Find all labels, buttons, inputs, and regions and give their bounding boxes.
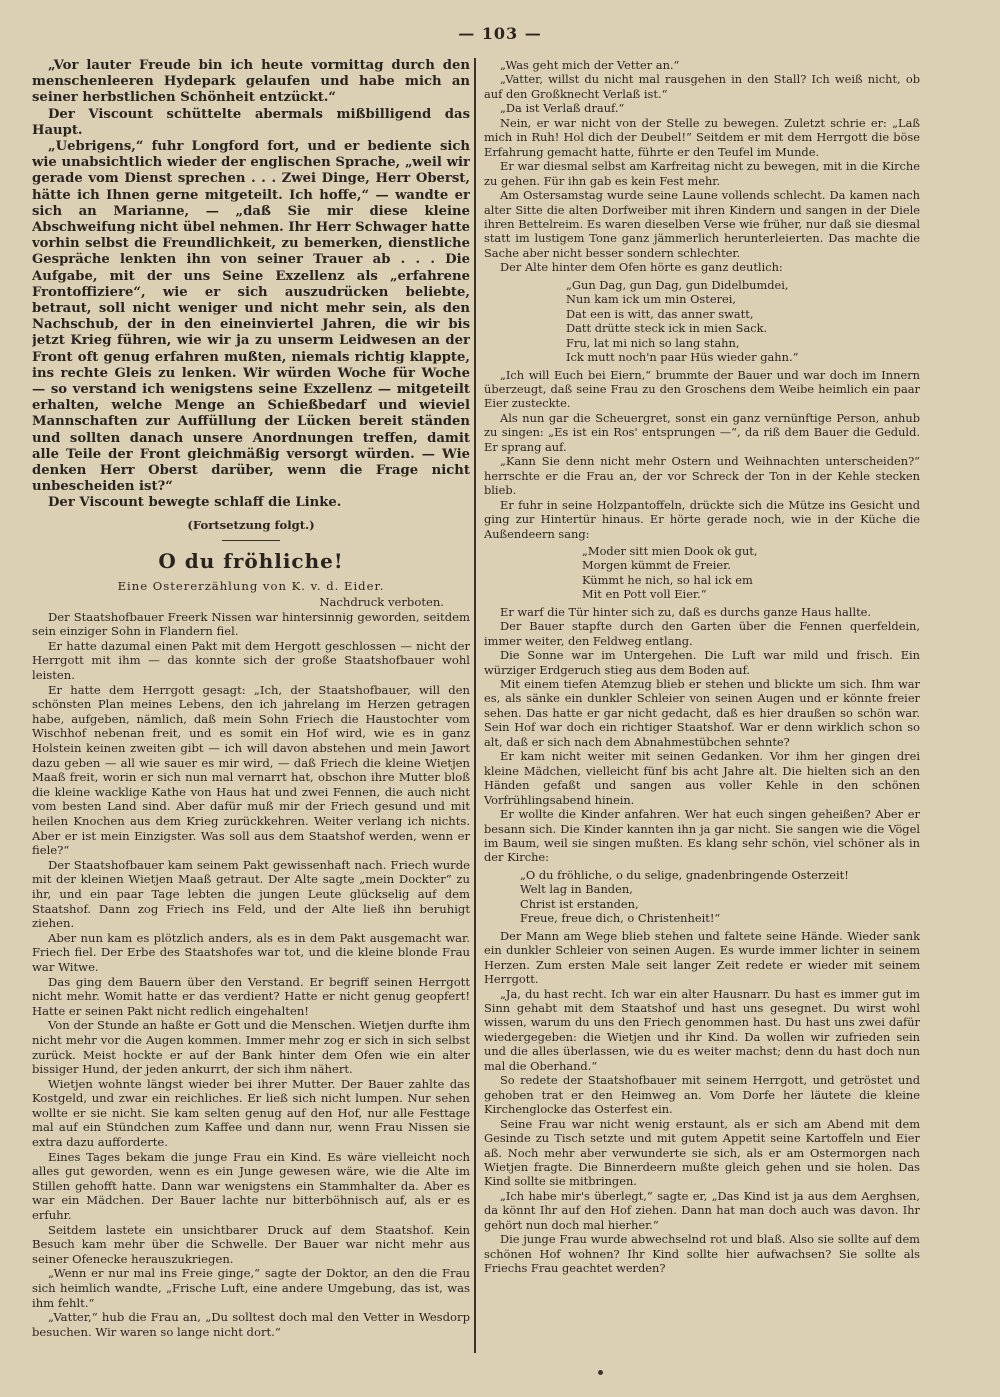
verse-easter-hymn bbox=[484, 868, 920, 926]
paragraph: Am Ostersamstag wurde seine Laune vollends schlecht. Da kamen nach alter Sitte die alten Dorfweiber mit ihren Kindern und sangen in der Diele ihren Bettelreim. Es waren dieselben Verse wie früher, nur daß sie diesmal statt im lustigem Tone ganz jämmerlich herunterleierten. Das machte die Sache aber nicht besser sondern schlechter. bbox=[484, 188, 920, 260]
paragraph: Die junge Frau wurde abwechselnd rot und blaß. Also sie sollte auf dem schönen Hof wohnen? Ihr Kind sollte hier aufwachsen? Sie sollte als Friechs Frau geachtet werden? bbox=[484, 1232, 920, 1276]
verse-line: „Moder sitt mien Dook ok gut, bbox=[582, 543, 758, 558]
verse-line: Dat een is witt, das anner swatt, bbox=[566, 306, 754, 321]
verse-line: Morgen kümmt de Freier. bbox=[582, 558, 731, 573]
paragraph: Seine Frau war nicht wenig erstaunt, als er sich am Abend mit dem Gesinde zu Tisch setzte und mit gutem Appetit seine Kartoffeln und Eier aß. Noch mehr aber verwunderte sie sich, als er am Ostermorgen nach Wietjen fragte. Die Binnerdeern mußte gleich gehen und sie holen. Das Kind sollte sie mitbringen. bbox=[484, 1116, 920, 1189]
paragraph: Der Viscount bewegte schlaff die Linke. bbox=[48, 495, 342, 511]
paragraph: Er hatte dazumal einen Pakt mit dem Hergott geschlossen — nicht der Herrgott mit ihm — das konnte sich der große Staatshofbauer wohl leisten. bbox=[32, 638, 470, 683]
verse-line: Mit en Pott voll Eier.“ bbox=[582, 587, 707, 602]
verse-kitchen-song bbox=[484, 544, 920, 602]
story-subtitle: Eine Ostererzählung von K. v. d. Eider. bbox=[117, 578, 385, 593]
paragraph: „Was geht mich der Vetter an.“ bbox=[500, 58, 680, 72]
paragraph: Er wollte die Kinder anfahren. Wer hat euch singen geheißen? Aber er besann sich. Die Kinder kannten ihn ja gar nicht. Sie sangen wie die Vögel im Baum, weil sie singen mußten. Es klang sehr schön, viel schöner als in der Kirche: bbox=[484, 807, 920, 865]
paragraph: „Uebrigens,“ fuhr Longford fort, und er bediente sich wie unabsichtlich wieder der englischen Sprache, „weil wir gerade vom Dienst sprechen . . . Zwei Dinge, Herr Oberst, hätte ich Ihnen gerne mitgeteilt. Ich hoffe,“ — wandte er sich an Marianne, — „daß Sie mir diese kleine Abschweifung nicht übel nehmen. Ihr Herr Schwager hatte vorhin selbst die Freundlichkeit, zu bemerken, dienstliche Gespräche lenkten ihn von seiner Trauer ab . . . Die Aufgabe, mit der uns Seine Exzellenz als „erfahrene Frontoffiziere“, wie er sich auszudrücken beliebte, betraut, soll nicht weniger und nicht mehr sein, als den Nachschub, der in den eineinviertel Jahren, die wir bis jetzt Krieg führen, wie wir ja zu unserm Leidwesen an der Front oft genug erfahren mußten, niemals richtig klappte, ins rechte Gleis zu lenken. Wir würden Woche für Woche — so verstand ich wenigstens seine Exzellenz — mitgeteilt erhalten, welche Menge an Schießbedarf und wieviel Mannschaften zur Auffüllung der Lücken bereit ständen und sollten danach unsere Anordnungen treffen, damit alle Teile der Front gleichmäßig versorgt würden. — Wie denken Herr Oberst darüber, wenn die Frage nicht unbescheiden ist?“ bbox=[32, 139, 470, 495]
serial-novel-section bbox=[32, 58, 470, 512]
paragraph: „Vor lauter Freude bin ich heute vormittag durch den menschenleeren Hydepark gelaufen und habe mich an seiner herbstlichen Schönheit entzückt.“ bbox=[32, 58, 470, 106]
paragraph: Er hatte dem Herrgott gesagt: „Ich, der Staatshofbauer, will den schönsten Plan meines Lebens, den ich jahrelang im Herzen getragen habe, aufgeben, nämlich, daß mein Sohn Friech die Haustochter vom Wischhof nebenan freit, und es somit ein Hof wird, wie es in ganz Holstein keinen zweiten gibt — ich will davon abstehen und mein Jawort dazu geben — all wie sauer es mir wird, — daß Friech die kleine Wietjen Maaß freit, worin er sich nun mal vernarrt hat, obschon ihre Mutter bloß die kleine wacklige Kathe von Haus hat und zwei Fennen, die auch nicht vom besten Land sind. Aber dafür muß mir der Friech gesund und mit heilen Knochen aus dem Krieg zurückkehren. Weiter verlang ich nichts. Aber er ist mein Einzigster. Was soll aus dem Staatshof werden, wenn er fiele?“ bbox=[32, 682, 470, 858]
paragraph: Eines Tages bekam die junge Frau ein Kind. Es wäre vielleicht noch alles gut geworden, wenn es ein Junge gewesen wäre, wie die Alte im Stillen gehofft hatte. Dann war wenigstens ein Stammhalter da. Aber es war ein Mädchen. Der Bauer lachte nur bitterböhnisch auf, als er es erfuhr. bbox=[32, 1149, 470, 1223]
verse-bettelreim bbox=[484, 278, 920, 365]
paragraph: Der Mann am Wege blieb stehen und faltete seine Hände. Wieder sank ein dunkler Schleier von seinen Augen. Es wurde immer lichter in seinem Herzen. Zum ersten Male seit langer Zeit redete er wieder mit seinem Herrgott. bbox=[484, 928, 920, 987]
paragraph: „Ja, du hast recht. Ich war ein alter Hausnarr. Du hast es immer gut im Sinn gehabt mit dem Staatshof und hast uns gesegnet. Du wirst wohl wissen, warum du uns den Friech genommen hast. Du hast uns zwei dafür wiedergegeben: die Wietjen und ihr Kind. Da wollen wir zufrieden sein und die alles überlassen, wie du es weiter machst; denn du hast doch nun mal die Oberhand.“ bbox=[484, 986, 920, 1073]
verse-line: Kümmt he nich, so hal ick em bbox=[582, 572, 753, 587]
page-number: — 103 — bbox=[458, 24, 542, 43]
paragraph: Der Staatshofbauer Freerk Nissen war hintersinnig geworden, seitdem sein einziger Sohn in Flandern fiel. bbox=[32, 609, 470, 639]
paragraph: Die Sonne war im Untergehen. Die Luft war mild und frisch. Ein würziger Erdgeruch stieg aus dem Boden auf. bbox=[484, 648, 920, 677]
paragraph: Er war diesmal selbst am Karfreitag nicht zu bewegen, mit in die Kirche zu gehen. Für ihn gab es kein Fest mehr. bbox=[484, 159, 920, 188]
paragraph: Der Viscount schüttelte abermals mißbilligend das Haupt. bbox=[32, 106, 470, 138]
paragraph: Das ging dem Bauern über den Verstand. Er begriff seinen Herrgott nicht mehr. Womit hatte er das verdient? Hatte er nicht genug geopfert! Hatte er seinen Pakt nicht redlich eingehalten! bbox=[32, 974, 470, 1018]
story-text-right-3 bbox=[484, 605, 920, 865]
paragraph: Aber nun kam es plötzlich anders, als es in dem Pakt ausgemacht war. Friech fiel. Der Erbe des Staatshofes war tot, und die kleine blonde Frau war Witwe. bbox=[32, 930, 470, 974]
story-text-left bbox=[32, 610, 470, 1340]
paragraph: Mit einem tiefen Atemzug blieb er stehen und blickte um sich. Ihm war es, als sänke ein dunkler Schleier von seinen Augen und er könnte freier sehen. Das hatte er gar nicht gedacht, daß es hier draußen so schön war. Sein Hof war doch ein richtiger Staatshof. War er denn wirklich schon so alt, daß er sich nach dem Abnahmestübchen sehnte? bbox=[484, 677, 920, 749]
paragraph: „Vatter, willst du nicht mal rausgehen in den Stall? Ich weiß nicht, ob auf den Großknecht Verlaß ist.“ bbox=[484, 72, 920, 101]
verse-line: Datt drütte steck ick in mien Sack. bbox=[566, 321, 768, 336]
reprint-notice: Nachdruck verboten. bbox=[319, 594, 444, 609]
paragraph: „Vatter,“ hub die Frau an, „Du solltest doch mal den Vetter in Wesdorp besuchen. Wir waren so lange nicht dort.“ bbox=[32, 1310, 470, 1339]
paragraph: „Da ist Verlaß drauf.“ bbox=[500, 101, 625, 116]
left-column bbox=[32, 58, 470, 1339]
right-column bbox=[484, 58, 920, 1276]
verse-line: Ick mutt noch'n paar Hüs wieder gahn.“ bbox=[566, 350, 799, 365]
verse-line: Welt lag in Banden, bbox=[520, 882, 633, 897]
section-divider bbox=[222, 540, 280, 541]
paragraph: Er warf die Tür hinter sich zu, daß es durchs ganze Haus hallte. bbox=[500, 604, 872, 619]
story-text-right-1 bbox=[484, 58, 920, 275]
column-rule bbox=[474, 58, 476, 1353]
continuation-note: (Fortsetzung folgt.) bbox=[187, 517, 315, 532]
verse-line: Freue, freue dich, o Christenheit!“ bbox=[520, 911, 721, 926]
verse-line: Christ ist erstanden, bbox=[520, 896, 639, 911]
story-text-right-2 bbox=[484, 368, 920, 541]
story-text-right-4 bbox=[484, 929, 920, 1276]
verse-line: Nun kam ick um min Osterei, bbox=[566, 292, 737, 307]
paragraph: Er fuhr in seine Holzpantoffeln, drückte sich die Mütze ins Gesicht und ging zur Hintertür hinaus. Er hörte gerade noch, wie in der Küche die Außendeern sang: bbox=[484, 497, 920, 541]
paragraph: Er kam nicht weiter mit seinen Gedanken. Vor ihm her gingen drei kleine Mädchen, vielleicht fünf bis acht Jahre alt. Die hielten sich an den Händen gefaßt und sangen aus voller Kehle in den schönen Vorfrühlingsabend hinein. bbox=[484, 749, 920, 807]
paragraph: „Ich will Euch bei Eiern,“ brummte der Bauer und war doch im Innern überzeugt, daß seine Frau zu den Groschens dem Weibe heimlich ein paar Eier zusteckte. bbox=[484, 367, 920, 411]
story-title: O du fröhliche! bbox=[158, 548, 344, 573]
paragraph: Der Alte hinter dem Ofen hörte es ganz deutlich: bbox=[500, 260, 783, 275]
paragraph: So redete der Staatshofbauer mit seinem Herrgott, und getröstet und gehoben trat er den Heimweg an. Vom Dorfe her läutete die kleine Kirchenglocke das Osterfest ein. bbox=[484, 1073, 920, 1117]
paragraph: Von der Stunde an haßte er Gott und die Menschen. Wietjen durfte ihm nicht mehr vor die Augen kommen. Immer mehr zog er sich in sich selbst zurück. Meist hockte er auf der Bank hinter dem Ofen wie ein alter bissiger Hund, der jeden ankurrt, der sich ihm nähert. bbox=[32, 1018, 470, 1077]
paragraph: „Wenn er nur mal ins Freie ginge,“ sagte der Doktor, an den die Frau sich heimlich wandte, „Frische Luft, eine andere Umgebung, das ist, was ihm fehlt.“ bbox=[32, 1266, 470, 1310]
paragraph: Der Staatshofbauer kam seinem Pakt gewissenhaft nach. Friech wurde mit der kleinen Wietjen Maaß getraut. Der Alte sagte „mein Dockter“ zu ihr, und ein paar Tage lebten die jungen Leute glückselig auf dem Staatshof. Dann zog Friech ins Feld, und der Alte ließ ihn beruhigt ziehen. bbox=[32, 857, 470, 931]
paragraph: „Ich habe mir's überlegt,“ sagte er, „Das Kind ist ja aus dem Aerghsen, da könnt Ihr auf den Hof ziehen. Dann hat man doch auch was davon. Ihr gehört nun doch mal hierher.“ bbox=[484, 1188, 920, 1232]
verse-line: Fru, lat mi nich so lang stahn, bbox=[566, 335, 740, 350]
verse-line: „Gun Dag, gun Dag, gun Didelbumdei, bbox=[566, 277, 789, 292]
paragraph: „Kann Sie denn nicht mehr Ostern und Weihnachten unterscheiden?“ herrschte er die Frau an, der vor Schreck der Ton in der Kehle stecken blieb. bbox=[484, 454, 920, 498]
paragraph: Nein, er war nicht von der Stelle zu bewegen. Zuletzt schrie er: „Laß mich in Ruh! Hol dich der Deubel!“ Seitdem er mit dem Herrgott die böse Erfahrung gemacht hatte, führte er den Teufel im Munde. bbox=[484, 115, 920, 159]
ink-dot bbox=[598, 1370, 603, 1375]
paragraph: Der Bauer stapfte durch den Garten über die Fennen querfeldein, immer weiter, den Feldweg entlang. bbox=[484, 619, 920, 648]
paragraph: Wietjen wohnte längst wieder bei ihrer Mutter. Der Bauer zahlte das Kostgeld, und zwar ein reichliches. Er ließ sich nicht lumpen. Nur sehen wollte er sie nicht. Sie kam selten genug auf den Hof, nur alle Festtage mal auf ein Stündchen zum Kaffee und dann nur, wenn Frau Nissen sie extra dazu aufforderte. bbox=[32, 1076, 470, 1150]
verse-line: „O du fröhliche, o du selige, gnadenbringende Osterzeit! bbox=[520, 867, 849, 882]
paragraph: Seitdem lastete ein unsichtbarer Druck auf dem Staatshof. Kein Besuch kam mehr über die Schwelle. Der Bauer war nicht mehr aus seiner Ofenecke herauszukriegen. bbox=[32, 1222, 470, 1266]
paragraph: Als nun gar die Scheuergret, sonst ein ganz vernünftige Person, anhub zu singen: „Es ist ein Ros' entsprungen —“, da riß dem Bauer die Geduld. Er sprang auf. bbox=[484, 410, 920, 454]
